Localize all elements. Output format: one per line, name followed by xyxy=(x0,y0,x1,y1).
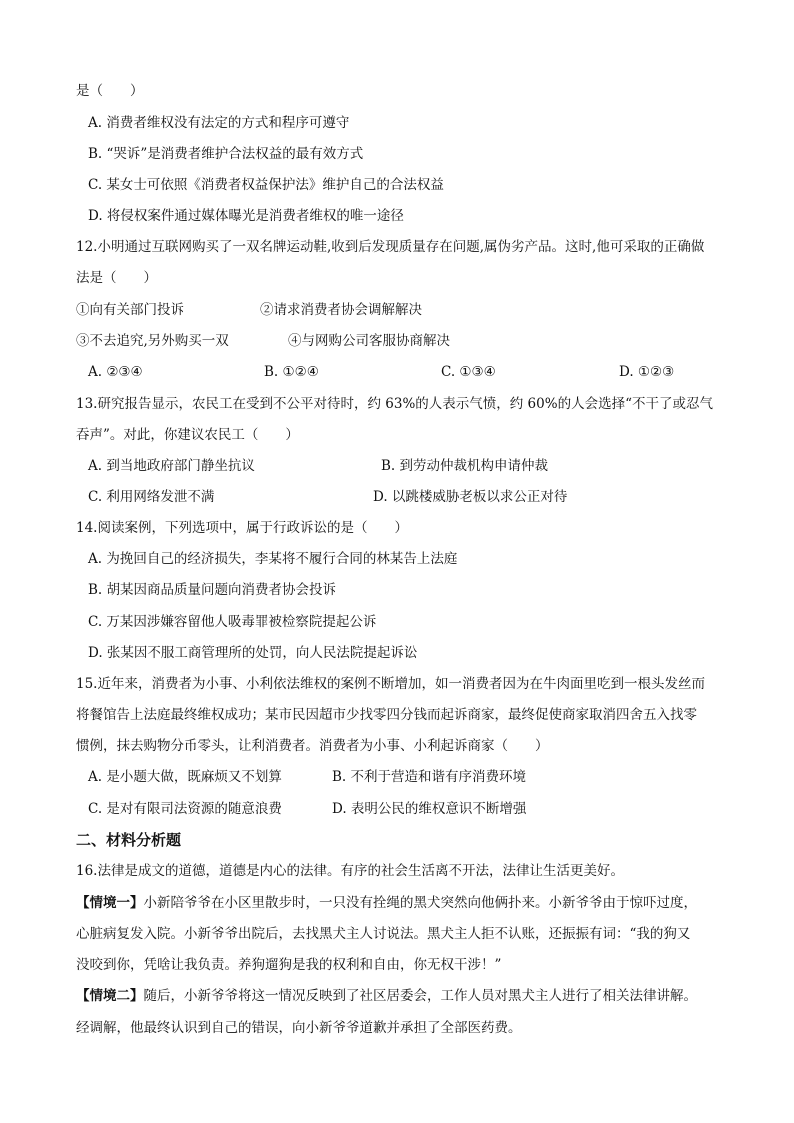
q13-option-a: A. 到当地政府部门静坐抗议 xyxy=(88,458,255,474)
q13-option-d: D. 以跳楼威胁老板以求公正对待 xyxy=(373,489,568,505)
q12-stem-line1: 12.小明通过互联网购买了一双名牌运动鞋,收到后发现质量存在问题,属伪劣产品。这时,他可采取的正确做 xyxy=(76,239,705,255)
section-heading: 二、材料分析题 xyxy=(76,831,182,849)
q12-option-c: C. ①③④ xyxy=(441,364,496,380)
q13-option-b: B. 到劳动仲裁机构申请仲裁 xyxy=(381,458,549,474)
q16-scenario1-line2: 心脏病复发入院。小新爷爷出院后，去找黑犬主人讨说法。黑犬主人拒不认账，还振振有词：“我的狗又 xyxy=(76,926,691,942)
q11-option-b: B. “哭诉”是消费者维护合法权益的最有效方式 xyxy=(88,146,364,162)
q12-item-1: ①向有关部门投诉 xyxy=(76,302,184,318)
q14-option-a: A. 为挽回自己的经济损失，李某将不履行合同的林某告上法庭 xyxy=(88,551,458,567)
q11-option-d: D. 将侵权案件通过媒体曝光是消费者维权的唯一途径 xyxy=(88,208,404,224)
q12-item-2: ②请求消费者协会调解解决 xyxy=(260,302,422,318)
q15-stem-line2: 将餐馆告上法庭最终维权成功；某市民因超市少找零四分钱而起诉商家，最终促使商家取消四舍五入找零 xyxy=(76,707,697,723)
q12-option-d: D. ①②③ xyxy=(619,364,675,380)
q16-scenario1-line1 xyxy=(76,893,697,913)
q12-option-b: B. ①②④ xyxy=(264,364,319,380)
q16-scenario1-text1: 小新陪爷爷在小区里散步时，一只没有拴绳的黑犬突然向他俩扑来。小新爷爷由于惊吓过度， xyxy=(143,895,697,911)
q13-stem-line1: 13.研究报告显示，农民工在受到不公平对待时，约 63%的人表示气愤，约 60%的人会选择“不干了或忍气 xyxy=(76,396,713,412)
q12-item-4: ④与网购公司客服协商解决 xyxy=(288,333,450,349)
q16-intro: 16.法律是成文的道德，道德是内心的法律。有序的社会生活离不开法，法律让生活更美好。 xyxy=(76,863,624,879)
q12-stem-line2: 法是（ ） xyxy=(76,270,157,286)
q15-stem-line1: 15.近年来，消费者为小事、小利依法维权的案例不断增加，如一消费者因为在牛肉面里吃到一根头发丝而 xyxy=(76,676,705,692)
q14-stem: 14.阅读案例，下列选项中，属于行政诉讼的是（ ） xyxy=(76,520,408,536)
q14-option-c: C. 万某因涉嫌容留他人吸毒罪被检察院提起公诉 xyxy=(88,614,377,630)
q12-option-a: A. ②③④ xyxy=(88,364,143,380)
q16-scenario2-text1: 随后，小新爷爷将这一情况反映到了社区居委会，工作人员对黑犬主人进行了相关法律讲解。 xyxy=(143,988,697,1004)
q11-option-c: C. 某女士可依照《消费者权益保护法》维护自己的合法权益 xyxy=(88,177,444,193)
q16-scenario1-label: 【情境一】 xyxy=(76,895,144,911)
q15-stem-line3: 惯例，抹去购物分币零头，让利消费者。消费者为小事、小利起诉商家（ ） xyxy=(76,738,549,754)
q16-scenario1-line3: 没咬到你，凭啥让我负责。养狗遛狗是我的权利和自由，你无权干涉！” xyxy=(76,957,502,973)
q12-item-3: ③不去追究,另外购买一双 xyxy=(76,333,229,349)
q13-stem-line2: 吞声”。对此，你建议农民工（ ） xyxy=(76,427,299,443)
q14-option-d: D. 张某因不服工商管理所的处罚，向人民法院提起诉讼 xyxy=(88,645,418,661)
q15-option-d: D. 表明公民的维权意识不断增强 xyxy=(332,801,527,817)
q16-scenario2-label: 【情境二】 xyxy=(76,988,144,1004)
q16-scenario2-line2: 经调解，他最终认识到自己的错误，向小新爷爷道歉并承担了全部医药费。 xyxy=(76,1020,522,1036)
q13-option-c: C. 利用网络发泄不满 xyxy=(88,489,215,505)
q15-option-b: B. 不利于营造和谐有序消费环境 xyxy=(332,769,527,785)
q15-option-c: C. 是对有限司法资源的随意浪费 xyxy=(88,801,282,817)
q15-option-a: A. 是小题大做，既麻烦又不划算 xyxy=(88,769,282,785)
q11-option-a: A. 消费者维权没有法定的方式和程序可遵守 xyxy=(88,115,350,131)
q11-stem-tail: 是（ ） xyxy=(76,83,144,99)
q14-option-b: B. 胡某因商品质量问题向消费者协会投诉 xyxy=(88,582,337,598)
q16-scenario2-line1 xyxy=(76,986,697,1006)
